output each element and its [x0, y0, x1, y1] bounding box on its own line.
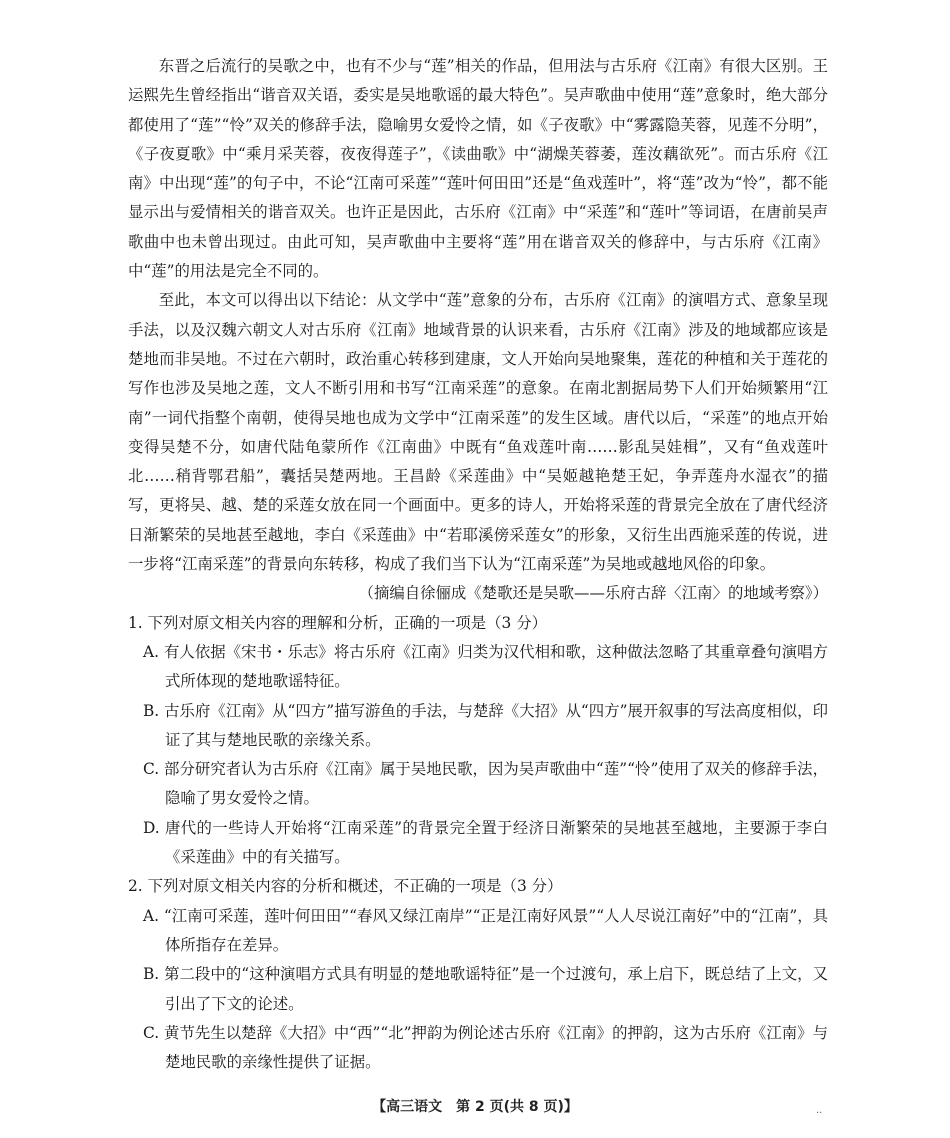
option-b: B. 古乐府《江南》从“四方”描写游鱼的手法，与楚辞《大招》从“四方”展开叙事的写法高度相似，印证了其与楚地民歌的亲缘关系。 [143, 701, 828, 749]
option-a: A. “江南可采莲，莲叶何田田”“春风又绿江南岸”“正是江南好风景”“人人尽说江南好”中的“江南”，具体所指存在差异。 [143, 906, 828, 954]
paragraph-wu-songs: 东晋之后流行的吴歌之中，也有不少与“莲”相关的作品，但用法与古乐府《江南》有很大区别。王运熙先生曾经指出“谐音双关语，委实是吴地歌谣的最大特色”。吴声歌曲中使用“莲”意象时，绝大部分都使用了“莲”“怜”双关的修辞手法，隐喻男女爱怜之情，如《子夜歌》中“雾露隐芙蓉，见莲不分明”，《子夜夏歌》中“乘月采芙蓉，夜夜得莲子”，《读曲歌》中“湖燥芙蓉萎，莲汝藕欲死”。而古乐府《江南》中出现“莲”的句子中，不论“江南可采莲”“莲叶何田田”还是“鱼戏莲叶”，将“莲”改为“怜”，都不能显示出与爱情相关的谐音双关。也许正是因此，古乐府《江南》中“采莲”和“莲叶”等词语，在唐前吴声歌曲中也未曾出现过。由此可知，吴声歌曲中主要将“莲”用在谐音双关的修辞中，与古乐府《江南》中“莲”的用法是完全不同的。 [128, 57, 828, 281]
question-2 [128, 872, 828, 1077]
option-b: B. 第二段中的“这种演唱方式具有明显的楚地歌谣特征”是一个过渡句，承上启下，既总结了上文，又引出了下文的论述。 [143, 965, 828, 1013]
question-1 [128, 609, 828, 873]
option-a: A. 有人依据《宋书・乐志》将古乐府《江南》归类为汉代相和歌，这种做法忽略了其重章叠句演唱方式所体现的楚地歌谣特征。 [143, 642, 828, 691]
option-c: C. 部分研究者认为古乐府《江南》属于吴地民歌，因为吴声歌曲中“莲”“怜”使用了双关的修辞手法，隐喻了男女爱怜之情。 [143, 760, 828, 808]
paragraph-conclusion: 至此，本文可以得出以下结论：从文学中“莲”意象的分布，古乐府《江南》的演唱方式、意象呈现手法，以及汉魏六朝文人对古乐府《江南》地域背景的认识来看，古乐府《江南》涉及的地域都应该是楚地而非吴地。不过在六朝时，政治重心转移到建康，文人开始向吴地聚集，莲花的种植和关于莲花的写作也涉及吴地之莲，文人不断引用和书写“江南采莲”的意象。在南北割据局势下人们开始频繁用“江南”一词代指整个南朝，使得吴地也成为文学中“江南采莲”的发生区域。唐代以后，“采莲”的地点开始变得吴楚不分，如唐代陆龟蒙所作《江南曲》中既有“鱼戏莲叶南……影乱吴娃楫”，又有“鱼戏莲叶北……稍背鄂君船”，囊括吴楚两地。王昌龄《采莲曲》中“吴姬越艳楚王妃，争弄莲舟水湿衣”的描写，更将吴、越、楚的采莲女放在同一个画面中。更多的诗人，开始将采莲的背景完全放在了唐代经济日渐繁荣的吴地甚至越地，李白《采莲曲》中“若耶溪傍采莲女”的形象，又衍生出西施采莲的传说，进一步将“江南采莲”的背景向东转移，构成了我们当下认为“江南采莲”为吴地或越地风俗的印象。 [128, 291, 828, 574]
source-citation: （摘编自徐俪成《楚歌还是吴歌——乐府古辞〈江南〉的地域考察》） [358, 584, 828, 603]
corner-mark: ·· [816, 1108, 823, 1119]
page-footer: 【高三语文 第 2 页(共 8 页)】 [372, 1099, 578, 1115]
question-stem: 1. 下列对原文相关内容的理解和分析，正确的一项是（3 分） [128, 613, 548, 632]
option-c: C. 黄节先生以楚辞《大招》中“西”“北”押韵为例论述古乐府《江南》的押韵，这为古乐府《江南》与楚地民歌的亲缘性提供了证据。 [143, 1023, 828, 1072]
question-stem: 2. 下列对原文相关内容的分析和概述，不正确的一项是（3 分） [128, 877, 563, 896]
option-d: D. 唐代的一些诗人开始将“江南采莲”的背景完全置于经济日渐繁荣的吴地甚至越地，主要源于李白《采莲曲》中的有关描写。 [143, 818, 828, 867]
reading-passage [128, 52, 828, 1077]
